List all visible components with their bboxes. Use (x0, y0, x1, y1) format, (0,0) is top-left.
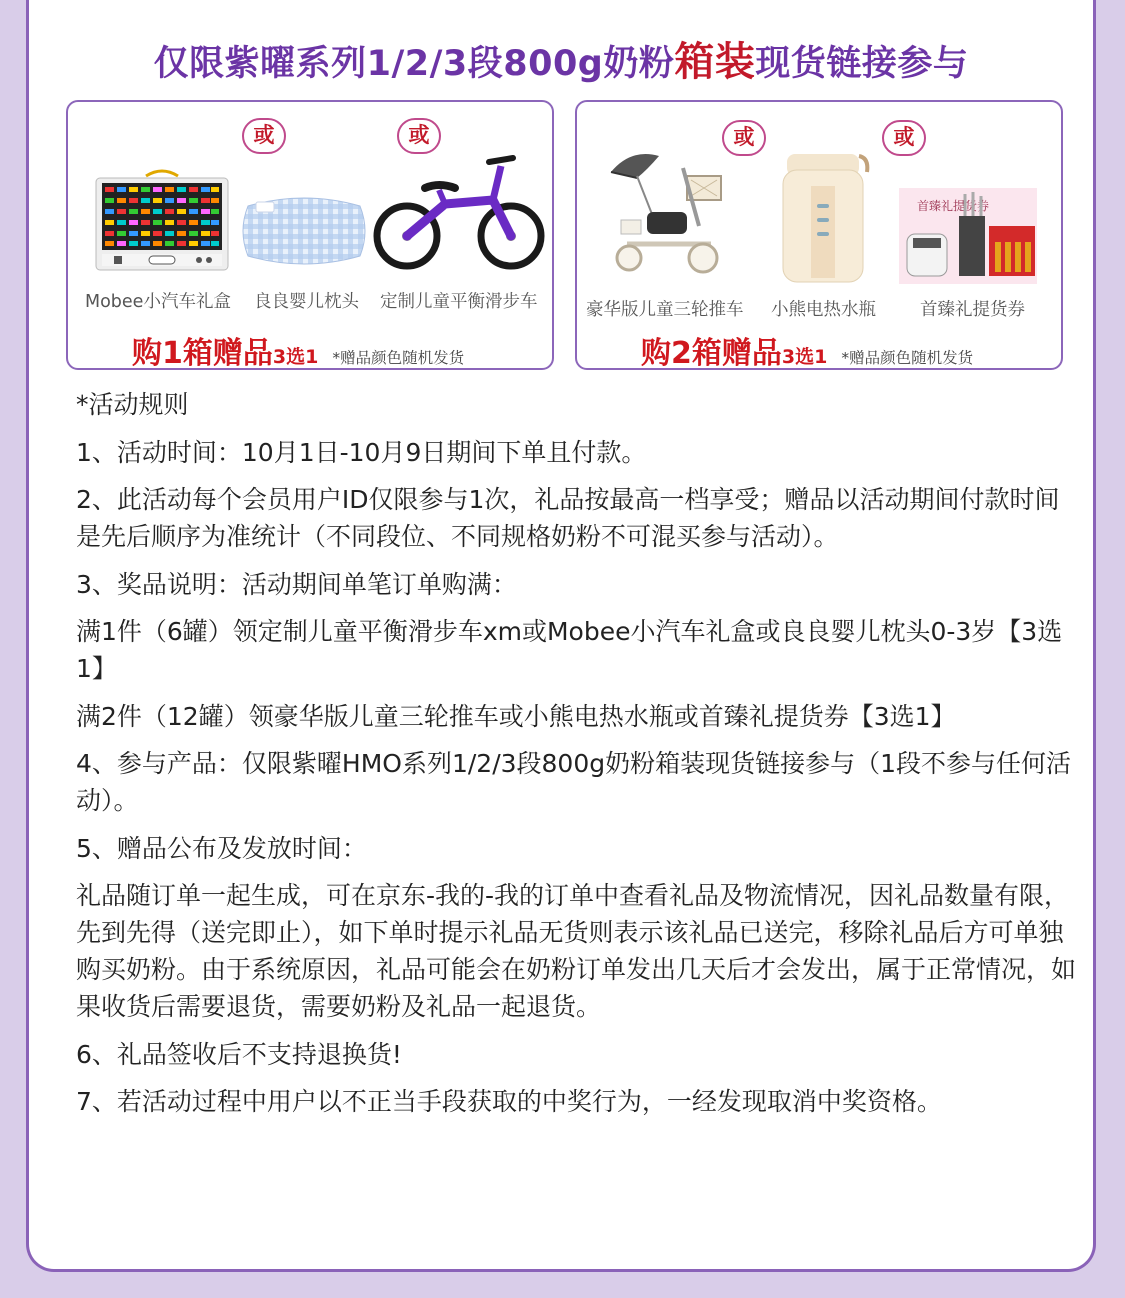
gift-voucher-image[interactable] (895, 186, 1041, 286)
tricycle-stroller-image[interactable] (607, 148, 737, 284)
rule-item: 6、礼品签收后不支持退换货! (76, 1039, 402, 1069)
rule-item: 4、参与产品：仅限紫曜HMO系列1/2/3段800g奶粉箱装现货链接参与（1段不参与任何活动）。 (76, 749, 1072, 815)
baby-pillow-image[interactable] (238, 194, 370, 268)
rule-item: 满1件（6罐）领定制儿童平衡滑步车xm或Mobee小汽车礼盒或良良婴儿枕头0-3岁【3选1】 (76, 617, 1063, 683)
rule-item: 7、若活动过程中用户以不正当手段获取的中奖行为，一经发现取消中奖资格。 (76, 1087, 942, 1116)
prize-label: Mobee小汽车礼盒 (85, 292, 231, 312)
or-badge: 或 (242, 118, 286, 154)
prize-label: 豪华版儿童三轮推车 (586, 300, 744, 320)
prize-label: 定制儿童平衡滑步车 (380, 292, 538, 312)
tier2-gift-box (575, 100, 1063, 370)
pick-label: 3选1 (781, 346, 828, 368)
tier1-gift-box (66, 100, 554, 370)
prize-label: 良良婴儿枕头 (254, 292, 359, 312)
title-text-end: 现货链接参与 (755, 44, 969, 84)
buy-label: 购2箱赠品 (641, 336, 782, 371)
or-badge: 或 (722, 120, 766, 156)
car-gift-box-image[interactable] (94, 168, 230, 272)
title-text: 仅限紫曜系列1/2/3段800g奶粉 (153, 44, 675, 84)
buy-label: 购1箱赠品 (132, 336, 273, 371)
electric-kettle-image[interactable] (775, 146, 871, 286)
rule-item: 礼品随订单一起生成，可在京东-我的-我的订单中查看礼品及物流情况，因礼品数量有限，先到先得（送完即止），如下单时提示礼品无货则表示该礼品已送完，移除礼品后方可单独购买奶粉。由于系统原因，礼品可能会在奶粉订单发出几天后才会发出，属于正常情况，如果收货后需要退货，需要奶粉及礼品一起退货。 (76, 881, 1077, 1021)
voucher-text: 首臻礼提货券 (917, 199, 990, 213)
rule-item: 1、活动时间：10月1日-10月9日期间下单且付款。 (76, 437, 647, 467)
rule-item: 满2件（12罐）领豪华版儿童三轮推车或小熊电热水瓶或首臻礼提货券【3选1】 (76, 701, 956, 731)
pick-label: 3选1 (272, 346, 319, 368)
color-note: *赠品颜色随机发货 (841, 349, 974, 367)
rules-title: *活动规则 (76, 390, 189, 419)
rule-item: 5、赠品公布及发放时间： (76, 833, 367, 863)
prize-label: 首臻礼提货券 (920, 300, 1025, 320)
title-emphasis: 箱装 (674, 39, 756, 85)
color-note: *赠品颜色随机发货 (332, 349, 465, 367)
promo-card (26, 0, 1096, 1272)
or-badge: 或 (397, 118, 441, 154)
or-badge: 或 (882, 120, 926, 156)
rule-item: 2、此活动每个会员用户ID仅限参与1次，礼品按最高一档享受；赠品以活动期间付款时间是先后顺序为准统计（不同段位、不同规格奶粉不可混买参与活动）。 (76, 485, 1060, 551)
page-title (29, 30, 1093, 87)
rule-item: 3、奖品说明：活动期间单笔订单购满： (76, 569, 517, 599)
balance-bike-image[interactable] (373, 152, 545, 272)
prize-label: 小熊电热水瓶 (771, 300, 876, 320)
rules-section (76, 386, 1076, 1131)
tier2-buy-line (641, 328, 973, 372)
tier1-buy-line (132, 328, 464, 372)
